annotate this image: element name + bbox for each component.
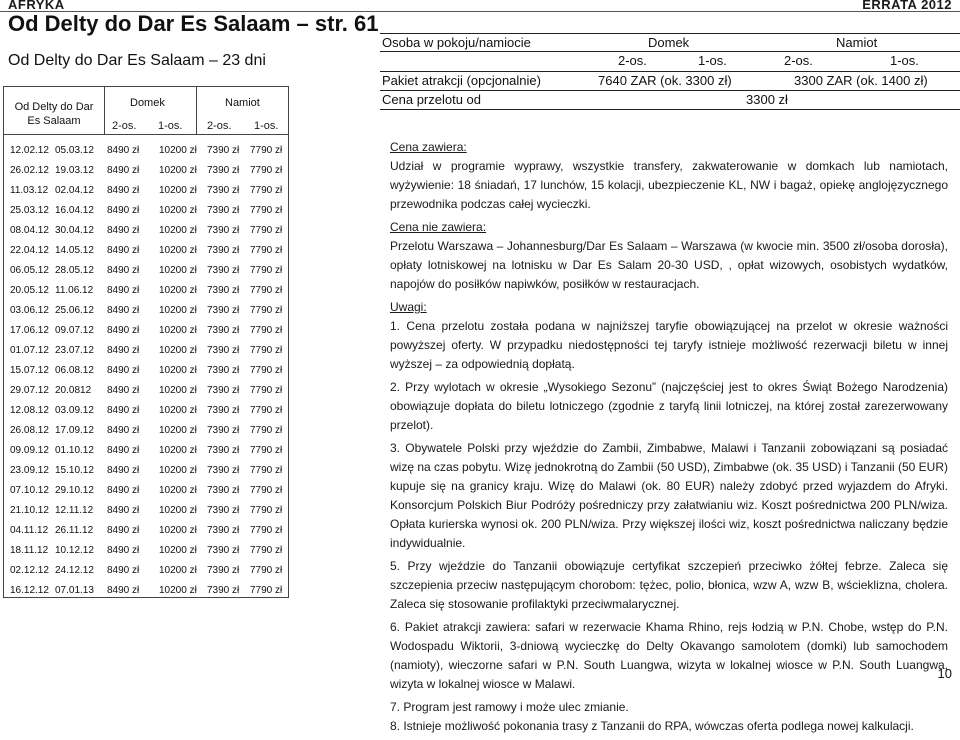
- table-row: [10, 281, 290, 301]
- note-5: 5. Przy wjeździe do Tanzanii obowiązuje certyfikat szczepień przeciwko żółtej febrze. Zaleca się szczepienia przeciw następującym chorobom: tężec, polio, błonica, wzw A, wzw B, wścieklizna, cholera. Zaleca się stosowanie profilaktyki przeciwmalarycznej.: [390, 559, 948, 611]
- domek-2os-price: 8490 zł: [107, 165, 140, 176]
- namiot-1os-price: 7790 zł: [250, 285, 283, 296]
- namiot-1os-price: 7790 zł: [250, 325, 283, 336]
- domek-2os-price: 8490 zł: [107, 565, 140, 576]
- start-date: 25.03.12: [10, 205, 49, 216]
- end-date: 26.11.12: [55, 525, 94, 536]
- namiot-1os-price: 7790 zł: [250, 345, 283, 356]
- price-table-namiot-header: Namiot: [225, 97, 260, 109]
- domek-1os-price: 10200 zł: [159, 285, 197, 296]
- table-row: [10, 321, 290, 341]
- namiot-2os-price: 7390 zł: [207, 485, 240, 496]
- note-2: 2. Przy wylotach w okresie „Wysokiego Sezonu” (najczęściej jest to okres Świąt Bożego Narodzenia) obowiązuje dopłata do biletu lotniczego (zgodnie z taryfą linii lotniczej, na której został zarezerwowany przelot).: [390, 380, 948, 432]
- start-date: 15.07.12: [10, 365, 49, 376]
- domek-1os-price: 10200 zł: [159, 485, 197, 496]
- start-date: 12.02.12: [10, 145, 49, 156]
- domek-2os-price: 8490 zł: [107, 505, 140, 516]
- namiot-1os-price: 7790 zł: [250, 145, 283, 156]
- namiot-2os-price: 7390 zł: [207, 405, 240, 416]
- domek-2os-price: 8490 zł: [107, 525, 140, 536]
- notes-heading: Uwagi:: [390, 300, 427, 314]
- end-date: 07.01.13: [55, 585, 94, 596]
- offer-details: [390, 138, 948, 740]
- domek-2os-price: 8490 zł: [107, 485, 140, 496]
- price-table-subheader: 2-os.: [112, 120, 137, 132]
- domek-1os-price: 10200 zł: [159, 265, 197, 276]
- namiot-1os-price: 7790 zł: [250, 525, 283, 536]
- end-date: 25.06.12: [55, 305, 94, 316]
- domek-1os-price: 10200 zł: [159, 165, 197, 176]
- domek-1os-price: 10200 zł: [159, 365, 197, 376]
- included-heading: Cena zawiera:: [390, 140, 467, 154]
- domek-1os-price: 10200 zł: [159, 205, 197, 216]
- section-label: AFRYKA: [8, 0, 65, 12]
- start-date: 04.11.12: [10, 525, 49, 536]
- table-row: [10, 561, 290, 581]
- end-date: 02.04.12: [55, 185, 94, 196]
- table-row: [10, 301, 290, 321]
- domek-2os-price: 8490 zł: [107, 205, 140, 216]
- excluded-heading: Cena nie zawiera:: [390, 220, 487, 234]
- namiot-2os-price: 7390 zł: [207, 585, 240, 596]
- info-table-line: [380, 33, 960, 34]
- end-date: 14.05.12: [55, 245, 94, 256]
- namiot-2os-price: 7390 zł: [207, 245, 240, 256]
- domek-1os-price: 10200 zł: [159, 225, 197, 236]
- table-row: [10, 541, 290, 561]
- end-date: 24.12.12: [55, 565, 94, 576]
- domek-2os-price: 8490 zł: [107, 465, 140, 476]
- price-table-domek-header: Domek: [130, 97, 165, 109]
- table-row: [10, 161, 290, 181]
- end-date: 30.04.12: [55, 225, 94, 236]
- note-7: 7. Program jest ramowy i może ulec zmianie.: [390, 700, 629, 714]
- namiot-1os-price: 7790 zł: [250, 305, 283, 316]
- namiot-1os-price: 7790 zł: [250, 545, 283, 556]
- namiot-2os-price: 7390 zł: [207, 285, 240, 296]
- info-namiot-value: 3300 ZAR (ok. 1400 zł): [794, 73, 928, 88]
- end-date: 10.12.12: [55, 545, 94, 556]
- domek-2os-price: 8490 zł: [107, 145, 140, 156]
- domek-2os-price: 8490 zł: [107, 325, 140, 336]
- namiot-2os-price: 7390 zł: [207, 505, 240, 516]
- namiot-1os-price: 7790 zł: [250, 225, 283, 236]
- namiot-2os-price: 7390 zł: [207, 145, 240, 156]
- price-table-col-divider: [104, 86, 105, 134]
- end-date: 09.07.12: [55, 325, 94, 336]
- namiot-2os-price: 7390 zł: [207, 325, 240, 336]
- start-date: 20.05.12: [10, 285, 49, 296]
- info-sub: 1-os.: [890, 53, 919, 68]
- price-table-subheader: 2-os.: [207, 120, 232, 132]
- end-date: 12.11.12: [55, 505, 94, 516]
- table-row: [10, 201, 290, 221]
- table-row: [10, 261, 290, 281]
- domek-1os-price: 10200 zł: [159, 525, 197, 536]
- namiot-2os-price: 7390 zł: [207, 265, 240, 276]
- start-date: 22.04.12: [10, 245, 49, 256]
- start-date: 26.02.12: [10, 165, 49, 176]
- namiot-1os-price: 7790 zł: [250, 465, 283, 476]
- table-row: [10, 481, 290, 501]
- namiot-2os-price: 7390 zł: [207, 165, 240, 176]
- end-date: 11.06.12: [55, 285, 94, 296]
- domek-2os-price: 8490 zł: [107, 545, 140, 556]
- info-table-line: [380, 51, 960, 52]
- namiot-2os-price: 7390 zł: [207, 205, 240, 216]
- namiot-1os-price: 7790 zł: [250, 565, 283, 576]
- table-row: [10, 241, 290, 261]
- end-date: 05.03.12: [55, 145, 94, 156]
- table-row: [10, 581, 290, 601]
- domek-1os-price: 10200 zł: [159, 325, 197, 336]
- start-date: 26.08.12: [10, 425, 49, 436]
- domek-2os-price: 8490 zł: [107, 345, 140, 356]
- domek-1os-price: 10200 zł: [159, 565, 197, 576]
- start-date: 08.04.12: [10, 225, 49, 236]
- info-domek-header: Domek: [648, 35, 690, 50]
- table-row: [10, 381, 290, 401]
- namiot-2os-price: 7390 zł: [207, 425, 240, 436]
- namiot-1os-price: 7790 zł: [250, 425, 283, 436]
- namiot-2os-price: 7390 zł: [207, 225, 240, 236]
- domek-1os-price: 10200 zł: [159, 505, 197, 516]
- info-table-line: [380, 109, 960, 110]
- domek-1os-price: 10200 zł: [159, 465, 197, 476]
- page-number: 10: [937, 666, 952, 681]
- namiot-2os-price: 7390 zł: [207, 305, 240, 316]
- namiot-1os-price: 7790 zł: [250, 385, 283, 396]
- domek-1os-price: 10200 zł: [159, 185, 197, 196]
- start-date: 01.07.12: [10, 345, 49, 356]
- page-subtitle: Od Delty do Dar Es Salaam – 23 dni: [8, 52, 266, 69]
- info-namiot-header: Namiot: [836, 35, 878, 50]
- domek-1os-price: 10200 zł: [159, 385, 197, 396]
- domek-2os-price: 8490 zł: [107, 185, 140, 196]
- start-date: 07.10.12: [10, 485, 49, 496]
- namiot-2os-price: 7390 zł: [207, 465, 240, 476]
- end-date: 17.09.12: [55, 425, 94, 436]
- namiot-2os-price: 7390 zł: [207, 545, 240, 556]
- domek-2os-price: 8490 zł: [107, 445, 140, 456]
- domek-1os-price: 10200 zł: [159, 585, 197, 596]
- start-date: 18.11.12: [10, 545, 49, 556]
- table-row: [10, 221, 290, 241]
- namiot-1os-price: 7790 zł: [250, 405, 283, 416]
- info-table-line: [380, 71, 960, 72]
- price-table-subheader: 1-os.: [254, 120, 279, 132]
- domek-2os-price: 8490 zł: [107, 585, 140, 596]
- namiot-1os-price: 7790 zł: [250, 205, 283, 216]
- end-date: 16.04.12: [55, 205, 94, 216]
- namiot-1os-price: 7790 zł: [250, 365, 283, 376]
- end-date: 19.03.12: [55, 165, 94, 176]
- domek-2os-price: 8490 zł: [107, 285, 140, 296]
- start-date: 06.05.12: [10, 265, 49, 276]
- namiot-2os-price: 7390 zł: [207, 365, 240, 376]
- end-date: 03.09.12: [55, 405, 94, 416]
- end-date: 20.0812: [55, 385, 92, 396]
- domek-1os-price: 10200 zł: [159, 345, 197, 356]
- start-date: 12.08.12: [10, 405, 49, 416]
- table-row: [10, 421, 290, 441]
- end-date: 28.05.12: [55, 265, 94, 276]
- table-row: [10, 361, 290, 381]
- table-row: [10, 521, 290, 541]
- end-date: 06.08.12: [55, 365, 94, 376]
- namiot-1os-price: 7790 zł: [250, 485, 283, 496]
- note-6: 6. Pakiet atrakcji zawiera: safari w rezerwacie Khama Rhino, rejs łodzią w P.N. Chobe, wstęp do P.N. Wodospadu Wiktorii, 3-dniową wycieczkę do Delty Okavango samolotem (domki) lub samochodem (namioty), wieczorne safari w P.N. South Luangwa, wizyta w lokalnej wiosce w P.N. South Luangwa, wizyta w lokalnej wiosce w Malawi.: [390, 620, 948, 691]
- domek-1os-price: 10200 zł: [159, 145, 197, 156]
- note-1: 1. Cena przelotu została podana w najniższej taryfie obowiązującej na przelot w okresie ważności powyższej oferty. W przypadku niedostępności tej taryfy istnieje możliwość rezerwacji biletu w innej wyższej – za odpowiednią dopłatą.: [390, 319, 948, 371]
- info-sub: 1-os.: [698, 53, 727, 68]
- domek-2os-price: 8490 zł: [107, 265, 140, 276]
- table-row: [10, 501, 290, 521]
- info-sub: 2-os.: [618, 53, 647, 68]
- domek-1os-price: 10200 zł: [159, 545, 197, 556]
- info-row-label: Pakiet atrakcji (opcjonalnie): [382, 73, 541, 88]
- info-row-label: Cena przelotu od: [382, 92, 482, 107]
- domek-2os-price: 8490 zł: [107, 245, 140, 256]
- table-row: [10, 401, 290, 421]
- namiot-1os-price: 7790 zł: [250, 185, 283, 196]
- namiot-2os-price: 7390 zł: [207, 185, 240, 196]
- start-date: 21.10.12: [10, 505, 49, 516]
- domek-2os-price: 8490 zł: [107, 405, 140, 416]
- info-row-label: Osoba w pokoju/namiocie: [382, 35, 531, 50]
- start-date: 29.07.12: [10, 385, 49, 396]
- domek-2os-price: 8490 zł: [107, 425, 140, 436]
- start-date: 16.12.12: [10, 585, 49, 596]
- end-date: 01.10.12: [55, 445, 94, 456]
- namiot-1os-price: 7790 zł: [250, 505, 283, 516]
- namiot-1os-price: 7790 zł: [250, 265, 283, 276]
- namiot-1os-price: 7790 zł: [250, 585, 283, 596]
- domek-1os-price: 10200 zł: [159, 425, 197, 436]
- start-date: 11.03.12: [10, 185, 49, 196]
- start-date: 17.06.12: [10, 325, 49, 336]
- included-text: Udział w programie wyprawy, wszystkie transfery, zakwaterowanie w domkach lub namiotach, wyżywienie: 18 śniadań, 17 lunchów, 15 kolacji, ubezpieczenie KL, NW i bagaż, opiekę anglojęzycznego przewodnika podczas całej wycieczki.: [390, 159, 948, 211]
- note-3: 3. Obywatele Polski przy wjeździe do Zambii, Zimbabwe, Malawi i Tanzanii zobowiązani są posiadać wizę na czas pobytu. Wizę jednokrotną do Zambii (50 USD), Zimbabwe (ok. 35 USD) i Tanzanii (50 EUR) kupuje się na granicy kraju. Wizę do Malawi (ok. 80 EUR) należy zdobyć przed wyjazdem do Afryki. Konsorcjum Polskich Biur Podróży pośredniczy przy załatwianiu wiz. Koszt pośrednictwa 200 PLN/wiza. Opłata kurierska wynosi ok. 200 PLN/wiza. Przy większej ilości wiz, koszt pośrednictwa naliczany będzie indywidualnie.: [390, 441, 948, 550]
- table-row: [10, 441, 290, 461]
- price-table-header-divider: [3, 134, 289, 135]
- table-row: [10, 181, 290, 201]
- namiot-1os-price: 7790 zł: [250, 245, 283, 256]
- domek-2os-price: 8490 zł: [107, 305, 140, 316]
- info-table-line: [380, 90, 960, 91]
- namiot-1os-price: 7790 zł: [250, 165, 283, 176]
- errata-label: ERRATA 2012: [862, 0, 952, 12]
- note-8: 8. Istnieje możliwość pokonania trasy z Tanzanii do RPA, wówczas oferta podlega nowej kalkulacji.: [390, 719, 914, 733]
- domek-2os-price: 8490 zł: [107, 385, 140, 396]
- domek-1os-price: 10200 zł: [159, 445, 197, 456]
- namiot-2os-price: 7390 zł: [207, 385, 240, 396]
- start-date: 23.09.12: [10, 465, 49, 476]
- namiot-2os-price: 7390 zł: [207, 565, 240, 576]
- table-row: [10, 141, 290, 161]
- domek-1os-price: 10200 zł: [159, 245, 197, 256]
- namiot-2os-price: 7390 zł: [207, 345, 240, 356]
- end-date: 15.10.12: [55, 465, 94, 476]
- namiot-2os-price: 7390 zł: [207, 445, 240, 456]
- info-sub: 2-os.: [784, 53, 813, 68]
- domek-1os-price: 10200 zł: [159, 405, 197, 416]
- table-row: [10, 341, 290, 361]
- flight-price-value: 3300 zł: [746, 92, 788, 107]
- namiot-1os-price: 7790 zł: [250, 445, 283, 456]
- price-table-subheader: 1-os.: [158, 120, 183, 132]
- excluded-text: Przelotu Warszawa – Johannesburg/Dar Es Salaam – Warszawa (w kwocie min. 3500 zł/osoba dorosła), opłaty lotniskowej na lotnisku w Dar Es Salam 20-30 USD, , opłat wizowych, osobistych wydatków, napojów do posiłków napiwków, posiłków w restauracjach.: [390, 239, 948, 291]
- info-domek-value: 7640 ZAR (ok. 3300 zł): [598, 73, 732, 88]
- namiot-2os-price: 7390 zł: [207, 525, 240, 536]
- domek-1os-price: 10200 zł: [159, 305, 197, 316]
- page-title: Od Delty do Dar Es Salaam – str. 61: [8, 11, 379, 36]
- end-date: 29.10.12: [55, 485, 94, 496]
- start-date: 02.12.12: [10, 565, 49, 576]
- domek-2os-price: 8490 zł: [107, 365, 140, 376]
- table-row: [10, 461, 290, 481]
- start-date: 09.09.12: [10, 445, 49, 456]
- end-date: 23.07.12: [55, 345, 94, 356]
- price-table-body: [10, 141, 290, 601]
- start-date: 03.06.12: [10, 305, 49, 316]
- price-table-route-header: Od Delty do Dar Es Salaam: [14, 101, 94, 127]
- domek-2os-price: 8490 zł: [107, 225, 140, 236]
- price-table-col-divider: [196, 86, 197, 134]
